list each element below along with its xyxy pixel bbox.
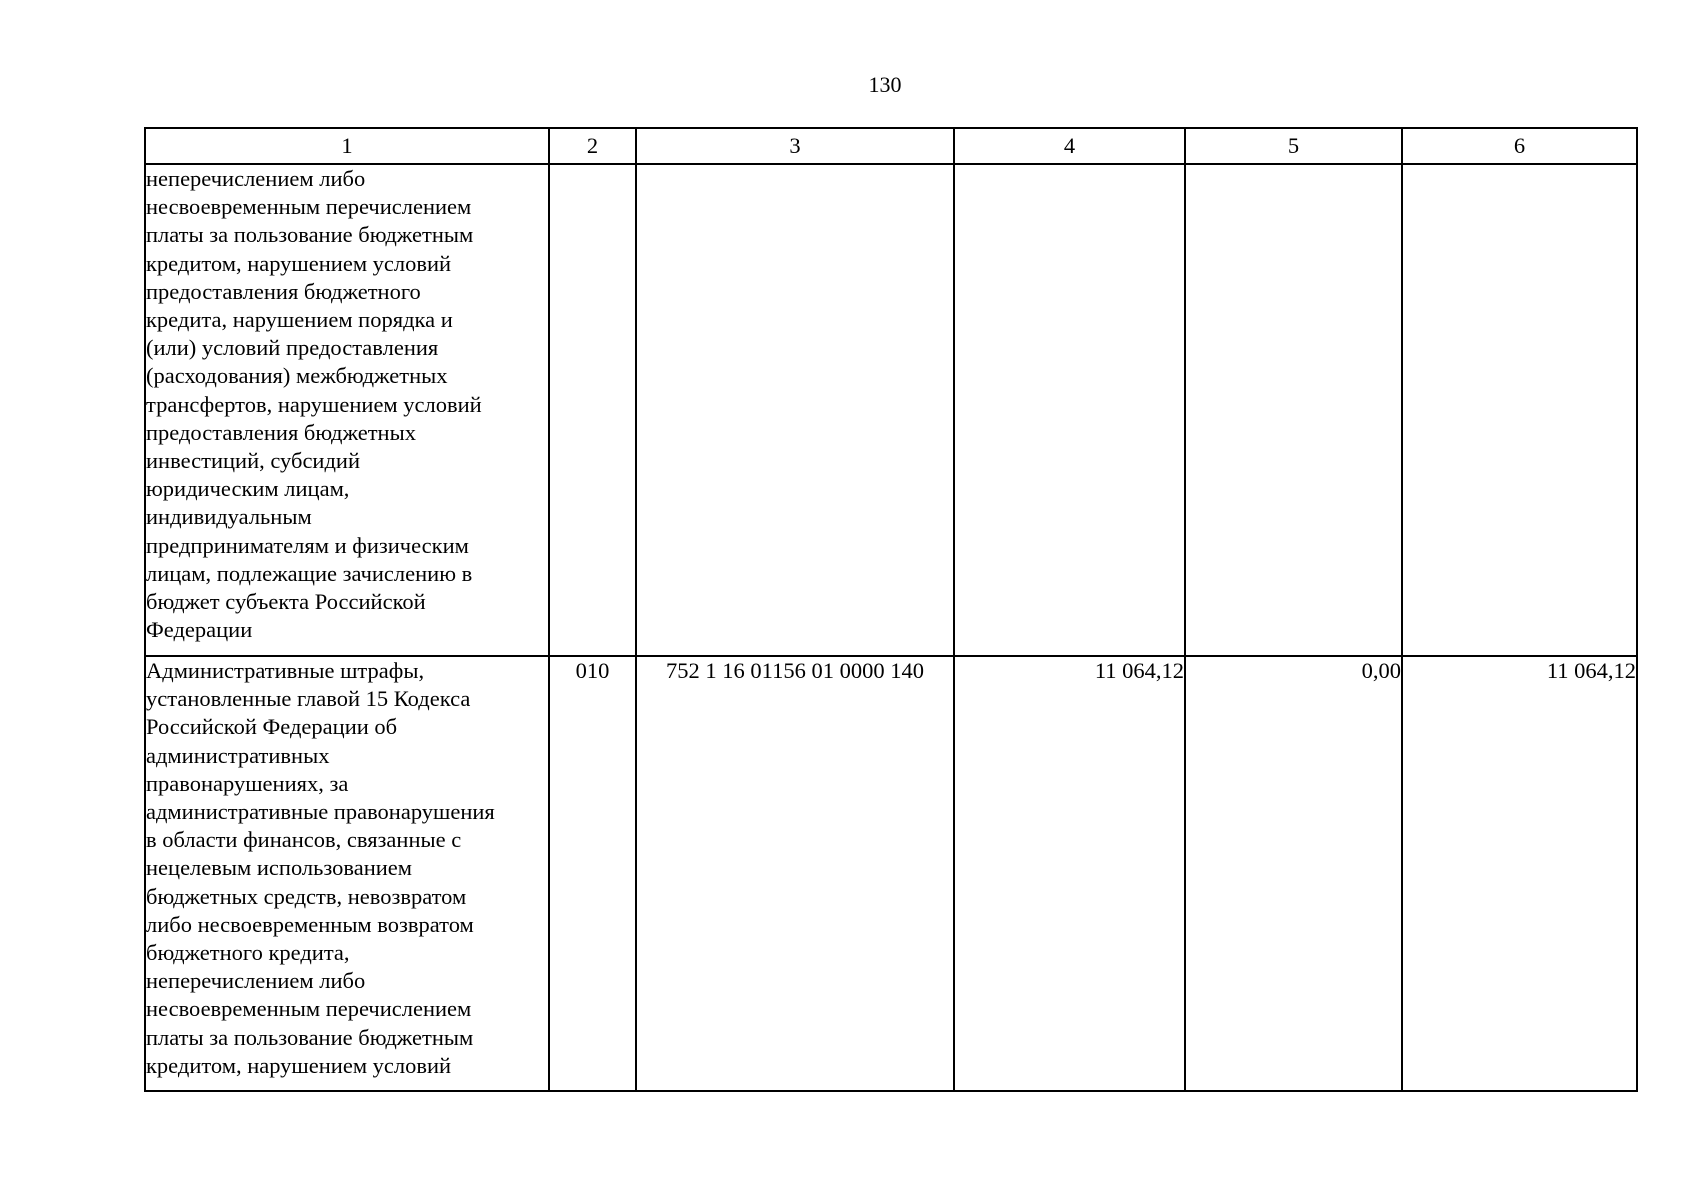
table-row [145, 164, 1637, 656]
row-kbk-cell [636, 164, 954, 656]
table-header-row [145, 128, 1637, 164]
row-kbk-cell: 752 1 16 01156 01 0000 140 [636, 656, 954, 1091]
row-col4-cell: 11 064,12 [954, 656, 1185, 1091]
row-code-cell: 010 [549, 656, 636, 1091]
row-description: неперечислением либо несвоевременным перечислением платы за пользование бюджетным кредитом, нарушением условий предоставления бюджетного кредита, нарушением порядка и (или) условий предоставления (расходования) межбюджетных трансфертов, нарушением условий предоставления бюджетных инвестиций, субсидий юридическим лицам, индивидуальным предпринимателям и физическим лицам, подлежащие зачислению в бюджет субъекта Российской Федерации [146, 166, 482, 643]
column-header-5: 5 [1185, 128, 1402, 164]
row-description-cell [145, 164, 549, 656]
page-number: 130 [868, 72, 902, 97]
row-description-cell [145, 656, 549, 1091]
row-col5-cell [1185, 164, 1402, 656]
column-header-1: 1 [145, 128, 549, 164]
column-header-3: 3 [636, 128, 954, 164]
row-col5-cell: 0,00 [1185, 656, 1402, 1091]
column-header-6: 6 [1402, 128, 1637, 164]
column-header-4: 4 [954, 128, 1185, 164]
row-col6-cell [1402, 164, 1637, 656]
table-row [145, 656, 1637, 1091]
row-code-cell [549, 164, 636, 656]
revenue-table [144, 127, 1638, 1092]
column-header-2: 2 [549, 128, 636, 164]
row-description: Административные штрафы, установленные главой 15 Кодекса Российской Федерации об административных правонарушениях, за административные правонарушения в области финансов, связанные с нецелевым использованием бюджетных средств, невозвратом либо несвоевременным возвратом бюджетного кредита, неперечислением либо несвоевременным перечислением платы за пользование бюджетным кредитом, нарушением условий [146, 658, 495, 1078]
row-col4-cell [954, 164, 1185, 656]
row-col6-cell: 11 064,12 [1402, 656, 1637, 1091]
